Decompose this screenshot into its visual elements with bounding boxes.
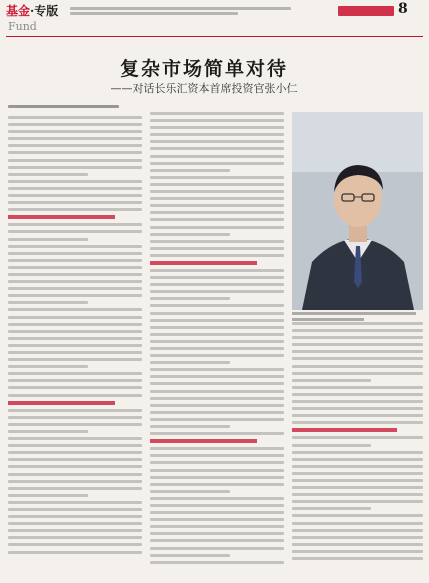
text-line bbox=[8, 273, 142, 276]
subhead-bar bbox=[150, 261, 257, 265]
header-rule bbox=[6, 36, 423, 37]
text-line bbox=[8, 116, 142, 119]
text-line bbox=[292, 365, 423, 368]
text-line bbox=[150, 140, 284, 143]
text-line bbox=[150, 361, 230, 364]
text-line bbox=[292, 421, 423, 424]
subhead-bar bbox=[150, 439, 257, 443]
text-line bbox=[292, 400, 423, 403]
text-line bbox=[292, 451, 423, 454]
text-line bbox=[150, 511, 284, 514]
section-label bbox=[6, 2, 58, 19]
text-line bbox=[150, 183, 284, 186]
text-line bbox=[8, 551, 142, 554]
text-line bbox=[150, 404, 284, 407]
text-line bbox=[8, 536, 142, 539]
text-line bbox=[8, 473, 142, 476]
article-column-3 bbox=[292, 322, 423, 564]
text-line bbox=[150, 532, 284, 535]
text-line bbox=[8, 173, 88, 176]
text-line bbox=[8, 151, 142, 154]
text-line bbox=[150, 454, 284, 457]
text-line bbox=[150, 497, 284, 500]
headline: 复杂市场简单对待 bbox=[119, 58, 288, 80]
text-line bbox=[292, 350, 423, 353]
text-line bbox=[150, 539, 284, 542]
text-line bbox=[150, 297, 230, 300]
text-line bbox=[8, 358, 142, 361]
article-column-1 bbox=[8, 116, 142, 558]
text-line bbox=[8, 323, 142, 326]
text-line bbox=[292, 458, 423, 461]
text-line bbox=[150, 397, 284, 400]
text-line bbox=[150, 290, 284, 293]
text-line bbox=[8, 301, 88, 304]
text-line bbox=[8, 465, 142, 468]
text-line bbox=[8, 266, 142, 269]
text-line bbox=[150, 283, 284, 286]
text-line bbox=[8, 451, 142, 454]
text-line bbox=[292, 557, 423, 560]
text-line bbox=[8, 423, 142, 426]
text-line bbox=[150, 461, 284, 464]
text-line bbox=[150, 319, 284, 322]
text-line bbox=[292, 329, 423, 332]
text-line bbox=[8, 508, 142, 511]
text-line bbox=[292, 343, 423, 346]
text-line bbox=[292, 479, 423, 482]
text-line bbox=[8, 223, 142, 226]
text-line bbox=[150, 247, 284, 250]
text-line bbox=[150, 233, 230, 236]
page-number: 8 bbox=[398, 1, 408, 17]
text-line bbox=[292, 407, 423, 410]
text-line bbox=[292, 529, 423, 532]
subheadline: ——对话长乐汇资本首席投资官张小仁 bbox=[110, 82, 298, 95]
text-line bbox=[8, 487, 142, 490]
text-line bbox=[8, 501, 142, 504]
text-line bbox=[8, 159, 142, 162]
text-line bbox=[292, 550, 423, 553]
text-line bbox=[150, 418, 284, 421]
text-line bbox=[8, 187, 142, 190]
text-line bbox=[8, 308, 142, 311]
text-line bbox=[150, 476, 284, 479]
text-line bbox=[150, 162, 284, 165]
text-line bbox=[150, 354, 284, 357]
text-line bbox=[150, 211, 284, 214]
text-line bbox=[8, 515, 142, 518]
text-line bbox=[150, 411, 284, 414]
text-line bbox=[292, 536, 423, 539]
text-line bbox=[8, 494, 88, 497]
text-line bbox=[8, 522, 142, 525]
text-line bbox=[8, 259, 142, 262]
text-line bbox=[8, 430, 88, 433]
text-line bbox=[8, 245, 142, 248]
text-line bbox=[8, 351, 142, 354]
text-line bbox=[292, 493, 423, 496]
text-line bbox=[292, 507, 371, 510]
text-line bbox=[292, 522, 423, 525]
text-line bbox=[150, 204, 284, 207]
text-line bbox=[150, 561, 284, 564]
text-line bbox=[150, 340, 284, 343]
text-line bbox=[150, 525, 284, 528]
byline bbox=[8, 105, 138, 112]
text-line bbox=[8, 372, 142, 375]
text-line bbox=[150, 554, 230, 557]
text-line bbox=[150, 425, 230, 428]
text-line bbox=[150, 518, 284, 521]
text-line bbox=[150, 469, 284, 472]
text-line bbox=[8, 123, 142, 126]
text-line bbox=[150, 368, 284, 371]
text-line bbox=[150, 119, 284, 122]
text-line bbox=[292, 379, 371, 382]
subhead-bar bbox=[8, 401, 115, 405]
text-line bbox=[150, 254, 284, 257]
text-line bbox=[8, 230, 142, 233]
text-line bbox=[8, 543, 142, 546]
interviewee-photo bbox=[292, 112, 423, 310]
text-line bbox=[150, 382, 284, 385]
section-label-tail: ·专版 bbox=[30, 4, 59, 18]
text-line bbox=[150, 112, 284, 115]
text-line bbox=[8, 344, 142, 347]
text-line bbox=[150, 155, 284, 158]
text-line bbox=[8, 201, 142, 204]
text-line bbox=[8, 480, 142, 483]
text-line bbox=[150, 504, 284, 507]
text-line bbox=[150, 226, 284, 229]
text-line bbox=[8, 238, 88, 241]
text-line bbox=[8, 379, 142, 382]
text-line bbox=[8, 287, 142, 290]
text-line bbox=[292, 393, 423, 396]
text-line bbox=[8, 458, 142, 461]
subhead-bar bbox=[8, 215, 115, 219]
fund-label: Fund bbox=[8, 20, 37, 33]
text-line bbox=[150, 169, 230, 172]
text-line bbox=[8, 337, 142, 340]
masthead-date-info bbox=[70, 5, 310, 19]
text-line bbox=[150, 447, 284, 450]
text-line bbox=[292, 472, 423, 475]
text-line bbox=[150, 490, 230, 493]
text-line bbox=[8, 365, 88, 368]
text-line bbox=[8, 166, 142, 169]
text-line bbox=[8, 394, 142, 397]
text-line bbox=[8, 416, 142, 419]
text-line bbox=[150, 547, 284, 550]
text-line bbox=[150, 347, 284, 350]
text-line bbox=[8, 529, 142, 532]
text-line bbox=[8, 386, 142, 389]
text-line bbox=[8, 316, 142, 319]
text-line bbox=[8, 444, 142, 447]
photo-caption bbox=[292, 312, 423, 324]
article-column-2 bbox=[150, 112, 284, 568]
text-line bbox=[150, 269, 284, 272]
text-line bbox=[150, 190, 284, 193]
text-line bbox=[8, 194, 142, 197]
text-line bbox=[292, 500, 423, 503]
text-line bbox=[150, 304, 284, 307]
newspaper-logo bbox=[338, 6, 394, 16]
text-line bbox=[150, 240, 284, 243]
text-line bbox=[292, 372, 423, 375]
text-line bbox=[150, 197, 284, 200]
text-line bbox=[8, 208, 142, 211]
text-line bbox=[8, 294, 142, 297]
text-line bbox=[150, 133, 284, 136]
text-line bbox=[292, 465, 423, 468]
text-line bbox=[292, 444, 371, 447]
text-line bbox=[292, 386, 423, 389]
text-line bbox=[150, 126, 284, 129]
text-line bbox=[292, 336, 423, 339]
text-line bbox=[8, 144, 142, 147]
text-line bbox=[292, 436, 423, 439]
text-line bbox=[150, 276, 284, 279]
text-line bbox=[292, 357, 423, 360]
subhead-bar bbox=[292, 428, 397, 432]
section-label-red: 基金 bbox=[6, 4, 31, 18]
text-line bbox=[8, 180, 142, 183]
text-line bbox=[150, 333, 284, 336]
text-line bbox=[150, 483, 284, 486]
text-line bbox=[8, 137, 142, 140]
text-line bbox=[292, 514, 423, 517]
text-line bbox=[292, 486, 423, 489]
text-line bbox=[8, 130, 142, 133]
text-line bbox=[292, 543, 423, 546]
masthead bbox=[0, 0, 429, 42]
text-line bbox=[150, 432, 284, 435]
text-line bbox=[150, 312, 284, 315]
text-line bbox=[292, 414, 423, 417]
text-line bbox=[150, 375, 284, 378]
text-line bbox=[150, 390, 284, 393]
text-line bbox=[8, 409, 142, 412]
text-line bbox=[150, 147, 284, 150]
text-line bbox=[8, 437, 142, 440]
text-line bbox=[150, 326, 284, 329]
text-line bbox=[150, 218, 284, 221]
text-line bbox=[150, 176, 284, 179]
text-line bbox=[8, 280, 142, 283]
text-line bbox=[8, 252, 142, 255]
text-line bbox=[8, 330, 142, 333]
